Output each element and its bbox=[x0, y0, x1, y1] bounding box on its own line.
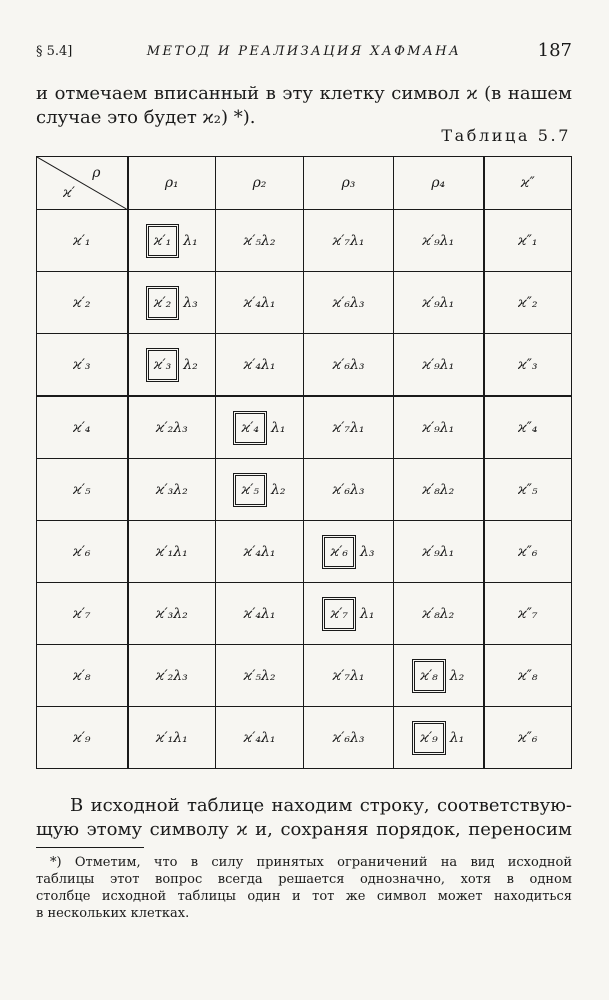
boxed-symbol bbox=[322, 597, 356, 631]
table-row bbox=[37, 645, 572, 707]
table-row bbox=[37, 396, 572, 459]
table-cell bbox=[304, 707, 394, 769]
section-number: § 5.4] bbox=[36, 44, 73, 59]
row-label: ϰ′₅ bbox=[37, 459, 128, 521]
cell-text: ϰ′₉λ₁ bbox=[422, 543, 455, 560]
corner-diagonal bbox=[37, 157, 127, 209]
cell-text: ϰ′₉λ₁ bbox=[422, 232, 455, 249]
boxed-symbol bbox=[146, 348, 180, 382]
corner-cell bbox=[37, 157, 128, 210]
table-cell bbox=[394, 521, 484, 583]
table-cell bbox=[128, 210, 216, 272]
table-cell bbox=[394, 583, 484, 645]
row-output: ϰ″₆ bbox=[484, 707, 572, 769]
row-output: ϰ″₅ bbox=[484, 459, 572, 521]
cell-text: ϰ′₅λ₂ bbox=[243, 667, 276, 684]
table-cell bbox=[216, 583, 304, 645]
cell-text: ϰ′₄λ₁ bbox=[243, 543, 276, 560]
cell-text: λ₂ bbox=[183, 356, 198, 373]
intro-text bbox=[36, 82, 572, 130]
paragraph-line-2: щую этому символу ϰ и, сохраняя порядок, переносим bbox=[36, 819, 572, 840]
boxed-symbol-text: ϰ′₄ bbox=[235, 413, 265, 443]
cell-text: ϰ′₂λ₃ bbox=[155, 667, 188, 684]
cell-text: ϰ′₇λ₁ bbox=[332, 232, 365, 249]
row-label: ϰ′₁ bbox=[37, 210, 128, 272]
row-label: ϰ′₇ bbox=[37, 583, 128, 645]
row-label: ϰ′₈ bbox=[37, 645, 128, 707]
cell-text: ϰ′₁λ₁ bbox=[155, 729, 188, 746]
boxed-symbol-text: ϰ′₅ bbox=[235, 475, 265, 505]
boxed-symbol bbox=[146, 286, 180, 320]
row-output: ϰ″₂ bbox=[484, 272, 572, 334]
cell-text: λ₂ bbox=[271, 481, 286, 498]
table-cell bbox=[128, 396, 216, 459]
cell-text: ϰ′₃λ₂ bbox=[155, 605, 188, 622]
row-output: ϰ″₄ bbox=[484, 396, 572, 459]
table-cell bbox=[304, 210, 394, 272]
table-cell bbox=[128, 272, 216, 334]
table-cell bbox=[304, 583, 394, 645]
cell-text: ϰ′₄λ₁ bbox=[243, 294, 276, 311]
column-header: ϰ″ bbox=[484, 157, 572, 210]
column-header: ρ₂ bbox=[216, 157, 304, 210]
footnote bbox=[36, 854, 572, 922]
table-cell bbox=[304, 396, 394, 459]
boxed-symbol-text: ϰ′₁ bbox=[148, 226, 178, 256]
boxed-symbol bbox=[412, 721, 446, 755]
table-cell bbox=[304, 645, 394, 707]
cell-text: ϰ′₇λ₁ bbox=[332, 419, 365, 436]
table-cell bbox=[216, 272, 304, 334]
page-number: 187 bbox=[537, 40, 572, 61]
table-cell bbox=[394, 396, 484, 459]
table-cell bbox=[216, 459, 304, 521]
cell-text: λ₁ bbox=[449, 729, 465, 746]
boxed-symbol bbox=[322, 535, 356, 569]
cell-text: ϰ′₂λ₃ bbox=[155, 419, 188, 436]
column-header: ρ₁ bbox=[128, 157, 216, 210]
table-cell bbox=[216, 521, 304, 583]
corner-diagonal-line bbox=[37, 157, 127, 209]
footnote-divider bbox=[36, 847, 144, 848]
table-cell bbox=[394, 210, 484, 272]
row-output: ϰ″₁ bbox=[484, 210, 572, 272]
cell-text: ϰ′₈λ₂ bbox=[422, 605, 455, 622]
cell-text: ϰ′₄λ₁ bbox=[243, 605, 276, 622]
column-header: ρ₄ bbox=[394, 157, 484, 210]
cell-text: ϰ′₇λ₁ bbox=[332, 667, 365, 684]
table-row bbox=[37, 707, 572, 769]
table-caption: Таблица 5.7 bbox=[441, 126, 571, 145]
table-cell bbox=[216, 645, 304, 707]
corner-rho: ρ bbox=[92, 165, 101, 181]
table-cell bbox=[394, 272, 484, 334]
cell-text: ϰ′₈λ₂ bbox=[422, 481, 455, 498]
table-cell bbox=[304, 334, 394, 397]
table-cell bbox=[216, 396, 304, 459]
table-cell bbox=[394, 707, 484, 769]
boxed-symbol bbox=[146, 224, 180, 258]
column-header: ρ₃ bbox=[304, 157, 394, 210]
running-title: МЕТОД И РЕАЛИЗАЦИЯ ХАФМАНА bbox=[146, 44, 462, 59]
table-row bbox=[37, 583, 572, 645]
boxed-symbol-text: ϰ′₆ bbox=[324, 537, 354, 567]
boxed-symbol bbox=[233, 473, 267, 507]
footnote-line-4: в нескольких клетках. bbox=[36, 906, 190, 921]
footnote-line-2: таблицы этот вопрос всегда решается однозначно, хотя в одном bbox=[36, 872, 572, 887]
row-label: ϰ′₆ bbox=[37, 521, 128, 583]
table-cell bbox=[128, 459, 216, 521]
table-cell bbox=[216, 707, 304, 769]
paragraph-line-1: В исходной таблице находим строку, соответствую- bbox=[70, 795, 572, 816]
footnote-line-1: *) Отметим, что в силу принятых ограничений на вид исходной bbox=[50, 855, 572, 870]
table-cell bbox=[128, 334, 216, 397]
cell-text: ϰ′₅λ₂ bbox=[243, 232, 276, 249]
table-cell bbox=[128, 645, 216, 707]
cell-text: ϰ′₁λ₁ bbox=[155, 543, 188, 560]
cell-text: ϰ′₃λ₂ bbox=[155, 481, 188, 498]
row-output: ϰ″₇ bbox=[484, 583, 572, 645]
table-cell bbox=[216, 334, 304, 397]
boxed-symbol-text: ϰ′₈ bbox=[414, 661, 444, 691]
table-cell bbox=[304, 521, 394, 583]
table-cell bbox=[304, 272, 394, 334]
row-label: ϰ′₄ bbox=[37, 396, 128, 459]
row-label: ϰ′₉ bbox=[37, 707, 128, 769]
table-row bbox=[37, 210, 572, 272]
cell-text: λ₃ bbox=[183, 294, 198, 311]
table-header-row bbox=[37, 157, 572, 210]
cell-text: ϰ′₆λ₃ bbox=[332, 356, 365, 373]
cell-text: λ₂ bbox=[449, 667, 465, 684]
cell-text: ϰ′₉λ₁ bbox=[422, 419, 455, 436]
intro-line-1: и отмечаем вписанный в эту клетку символ ϰ (в нашем bbox=[36, 83, 572, 104]
intro-line-2: случае это будет ϰ₂) *). bbox=[36, 107, 256, 128]
cell-text: λ₁ bbox=[183, 232, 198, 249]
table-row bbox=[37, 272, 572, 334]
cell-text: ϰ′₄λ₁ bbox=[243, 356, 276, 373]
table-cell bbox=[128, 583, 216, 645]
row-output: ϰ″₈ bbox=[484, 645, 572, 707]
huffman-table bbox=[36, 156, 572, 769]
row-output: ϰ″₆ bbox=[484, 521, 572, 583]
cell-text: ϰ′₆λ₃ bbox=[332, 481, 365, 498]
corner-kappa: ϰ′ bbox=[63, 185, 75, 201]
boxed-symbol-text: ϰ′₉ bbox=[414, 723, 444, 753]
table-cell bbox=[304, 459, 394, 521]
table-row bbox=[37, 459, 572, 521]
cell-text: λ₁ bbox=[360, 605, 375, 622]
table-row bbox=[37, 521, 572, 583]
boxed-symbol-text: ϰ′₂ bbox=[148, 288, 178, 318]
row-output: ϰ″₃ bbox=[484, 334, 572, 397]
cell-text: λ₃ bbox=[360, 543, 375, 560]
table-cell bbox=[394, 334, 484, 397]
cell-text: ϰ′₆λ₃ bbox=[332, 294, 365, 311]
table-cell bbox=[128, 521, 216, 583]
table-cell bbox=[394, 645, 484, 707]
table-cell bbox=[216, 210, 304, 272]
table-cell bbox=[128, 707, 216, 769]
cell-text: ϰ′₉λ₁ bbox=[422, 294, 455, 311]
table-row bbox=[37, 334, 572, 397]
row-label: ϰ′₂ bbox=[37, 272, 128, 334]
boxed-symbol bbox=[233, 411, 267, 445]
cell-text: ϰ′₆λ₃ bbox=[332, 729, 365, 746]
table-cell bbox=[394, 459, 484, 521]
boxed-symbol-text: ϰ′₇ bbox=[324, 599, 354, 629]
boxed-symbol bbox=[412, 659, 446, 693]
row-label: ϰ′₃ bbox=[37, 334, 128, 397]
page-header bbox=[36, 40, 572, 62]
cell-text: ϰ′₄λ₁ bbox=[243, 729, 276, 746]
boxed-symbol-text: ϰ′₃ bbox=[148, 350, 178, 380]
footnote-line-3: столбце исходной таблицы один и тот же символ может находиться bbox=[36, 889, 572, 904]
cell-text: ϰ′₉λ₁ bbox=[422, 356, 455, 373]
cell-text: λ₁ bbox=[271, 419, 286, 436]
body-paragraph bbox=[36, 794, 572, 842]
